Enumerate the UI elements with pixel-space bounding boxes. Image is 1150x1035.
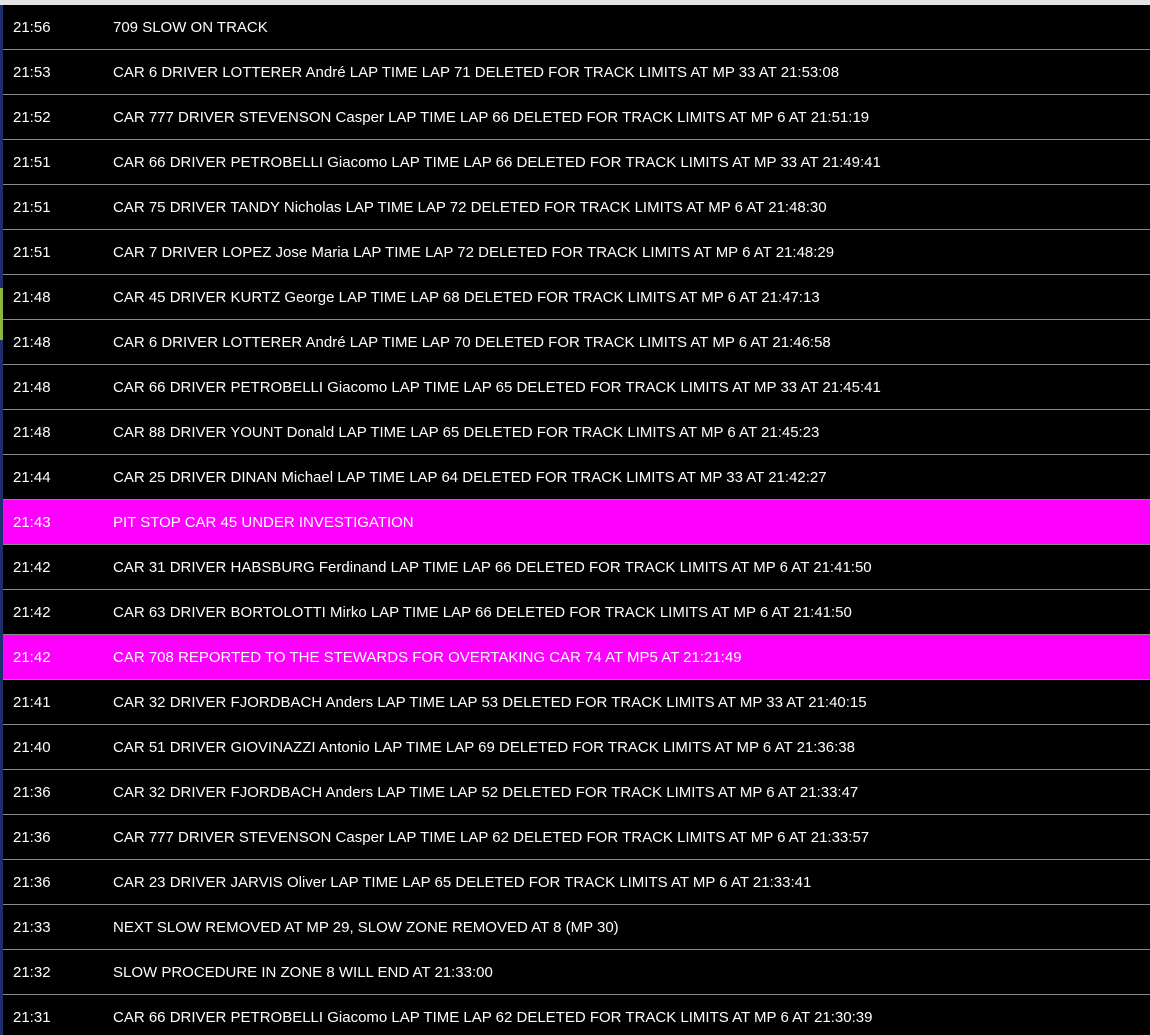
message-text: CAR 7 DRIVER LOPEZ Jose Maria LAP TIME LAP 72 DELETED FOR TRACK LIMITS AT MP 6 AT 21:48:29 <box>113 243 835 261</box>
message-time: 21:40 <box>13 738 51 756</box>
message-time: 21:51 <box>13 243 51 261</box>
message-text: CAR 66 DRIVER PETROBELLI Giacomo LAP TIME LAP 65 DELETED FOR TRACK LIMITS AT MP 33 AT 21:45:41 <box>113 378 881 396</box>
message-time: 21:36 <box>13 873 51 891</box>
message-text: CAR 6 DRIVER LOTTERER André LAP TIME LAP 71 DELETED FOR TRACK LIMITS AT MP 33 AT 21:53:08 <box>113 63 840 81</box>
message-text: CAR 6 DRIVER LOTTERER André LAP TIME LAP 70 DELETED FOR TRACK LIMITS AT MP 6 AT 21:46:58 <box>113 333 831 351</box>
message-text: CAR 63 DRIVER BORTOLOTTI Mirko LAP TIME LAP 66 DELETED FOR TRACK LIMITS AT MP 6 AT 21:41:50 <box>113 603 852 621</box>
message-row[interactable] <box>3 185 1150 230</box>
message-time: 21:51 <box>13 198 51 216</box>
message-row[interactable] <box>3 590 1150 635</box>
message-text: CAR 31 DRIVER HABSBURG Ferdinand LAP TIME LAP 66 DELETED FOR TRACK LIMITS AT MP 6 AT 21:41:50 <box>113 558 872 576</box>
message-row[interactable] <box>3 455 1150 500</box>
race-control-feed <box>3 5 1150 1035</box>
message-time: 21:36 <box>13 828 51 846</box>
message-text: CAR 51 DRIVER GIOVINAZZI Antonio LAP TIME LAP 69 DELETED FOR TRACK LIMITS AT MP 6 AT 21:36:38 <box>113 738 855 756</box>
message-text: CAR 32 DRIVER FJORDBACH Anders LAP TIME LAP 53 DELETED FOR TRACK LIMITS AT MP 33 AT 21:40:15 <box>113 693 867 711</box>
message-text: NEXT SLOW REMOVED AT MP 29, SLOW ZONE REMOVED AT 8 (MP 30) <box>113 918 619 936</box>
message-row-highlighted[interactable] <box>3 635 1150 680</box>
message-row[interactable] <box>3 230 1150 275</box>
message-time: 21:48 <box>13 423 51 441</box>
message-time: 21:43 <box>13 513 51 531</box>
message-time: 21:48 <box>13 333 51 351</box>
message-text: CAR 45 DRIVER KURTZ George LAP TIME LAP 68 DELETED FOR TRACK LIMITS AT MP 6 AT 21:47:13 <box>113 288 820 306</box>
message-row[interactable] <box>3 5 1150 50</box>
message-row[interactable] <box>3 410 1150 455</box>
message-time: 21:53 <box>13 63 51 81</box>
message-text: CAR 23 DRIVER JARVIS Oliver LAP TIME LAP 65 DELETED FOR TRACK LIMITS AT MP 6 AT 21:33:41 <box>113 873 812 891</box>
message-text: CAR 88 DRIVER YOUNT Donald LAP TIME LAP 65 DELETED FOR TRACK LIMITS AT MP 6 AT 21:45:23 <box>113 423 820 441</box>
message-text: CAR 66 DRIVER PETROBELLI Giacomo LAP TIME LAP 62 DELETED FOR TRACK LIMITS AT MP 6 AT 21:30:39 <box>113 1008 873 1026</box>
message-text: CAR 25 DRIVER DINAN Michael LAP TIME LAP 64 DELETED FOR TRACK LIMITS AT MP 33 AT 21:42:27 <box>113 468 827 486</box>
message-text: CAR 708 REPORTED TO THE STEWARDS FOR OVERTAKING CAR 74 AT MP5 AT 21:21:49 <box>113 648 742 666</box>
message-time: 21:31 <box>13 1008 51 1026</box>
message-row[interactable] <box>3 680 1150 725</box>
message-text: 709 SLOW ON TRACK <box>113 18 268 36</box>
message-time: 21:51 <box>13 153 51 171</box>
message-row-highlighted[interactable] <box>3 500 1150 545</box>
message-row[interactable] <box>3 725 1150 770</box>
message-row[interactable] <box>3 140 1150 185</box>
message-time: 21:48 <box>13 288 51 306</box>
message-text: CAR 777 DRIVER STEVENSON Casper LAP TIME LAP 66 DELETED FOR TRACK LIMITS AT MP 6 AT 21:51:19 <box>113 108 870 126</box>
message-time: 21:56 <box>13 18 51 36</box>
message-time: 21:42 <box>13 603 51 621</box>
message-time: 21:33 <box>13 918 51 936</box>
message-row[interactable] <box>3 770 1150 815</box>
message-row[interactable] <box>3 320 1150 365</box>
message-time: 21:41 <box>13 693 51 711</box>
message-row[interactable] <box>3 950 1150 995</box>
message-time: 21:44 <box>13 468 51 486</box>
message-row[interactable] <box>3 815 1150 860</box>
message-time: 21:36 <box>13 783 51 801</box>
message-text: CAR 66 DRIVER PETROBELLI Giacomo LAP TIME LAP 66 DELETED FOR TRACK LIMITS AT MP 33 AT 21:49:41 <box>113 153 881 171</box>
message-row[interactable] <box>3 545 1150 590</box>
message-text: CAR 32 DRIVER FJORDBACH Anders LAP TIME LAP 52 DELETED FOR TRACK LIMITS AT MP 6 AT 21:33:47 <box>113 783 859 801</box>
message-time: 21:32 <box>13 963 51 981</box>
message-row[interactable] <box>3 275 1150 320</box>
message-time: 21:48 <box>13 378 51 396</box>
message-time: 21:42 <box>13 558 51 576</box>
message-row[interactable] <box>3 905 1150 950</box>
message-row[interactable] <box>3 50 1150 95</box>
message-row[interactable] <box>3 95 1150 140</box>
message-text: SLOW PROCEDURE IN ZONE 8 WILL END AT 21:33:00 <box>113 963 493 981</box>
message-text: CAR 777 DRIVER STEVENSON Casper LAP TIME LAP 62 DELETED FOR TRACK LIMITS AT MP 6 AT 21:33:57 <box>113 828 870 846</box>
message-text: CAR 75 DRIVER TANDY Nicholas LAP TIME LAP 72 DELETED FOR TRACK LIMITS AT MP 6 AT 21:48:30 <box>113 198 827 216</box>
message-time: 21:42 <box>13 648 51 666</box>
message-row[interactable] <box>3 995 1150 1035</box>
message-time: 21:52 <box>13 108 51 126</box>
message-text: PIT STOP CAR 45 UNDER INVESTIGATION <box>113 513 414 531</box>
message-row[interactable] <box>3 365 1150 410</box>
message-row[interactable] <box>3 860 1150 905</box>
